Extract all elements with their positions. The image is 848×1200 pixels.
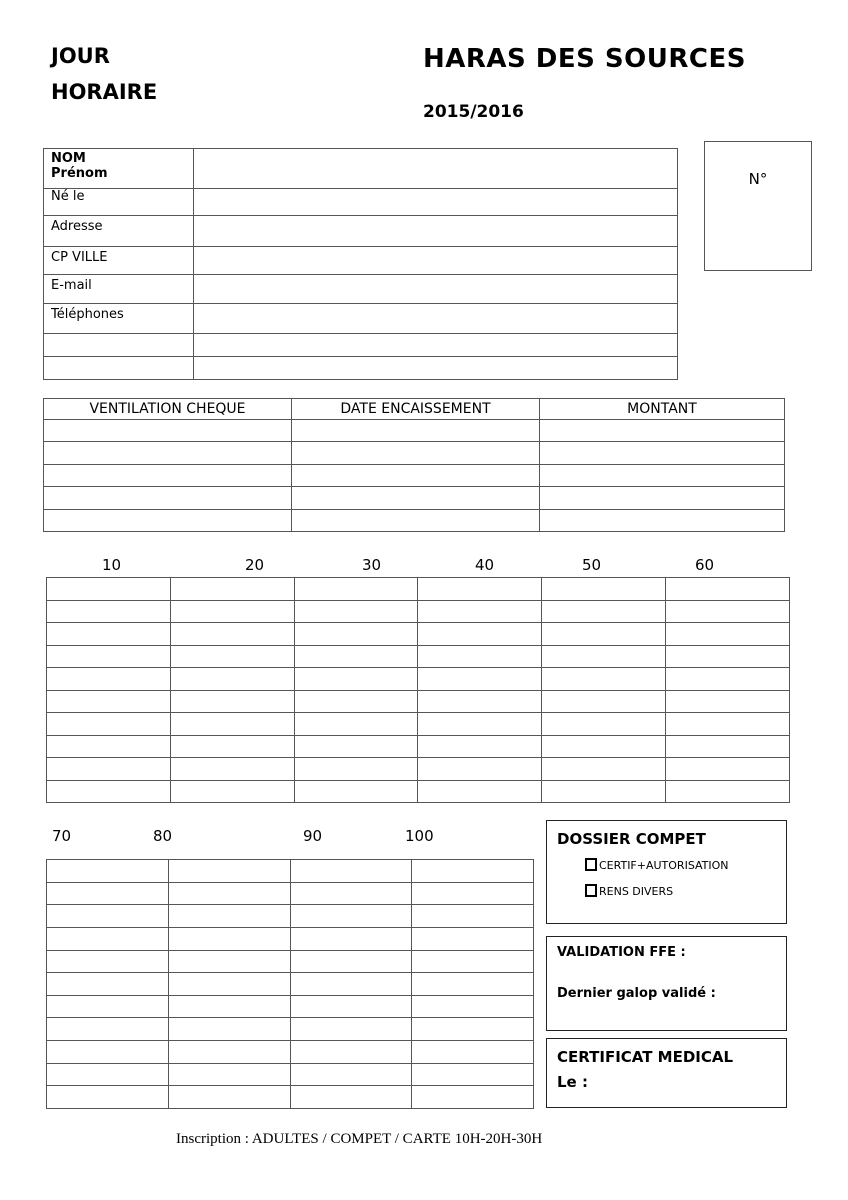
table-cell[interactable]: [292, 510, 540, 532]
table-cell[interactable]: [168, 927, 290, 950]
column-number: 30: [362, 556, 382, 574]
table-cell[interactable]: [47, 645, 171, 668]
page-title: HARAS DES SOURCES: [423, 44, 746, 74]
table-cell[interactable]: [666, 623, 790, 646]
table-row: [44, 487, 785, 510]
table-cell[interactable]: [418, 780, 542, 803]
day-label: JOUR: [51, 44, 110, 68]
table-cell[interactable]: [418, 690, 542, 713]
table-cell[interactable]: [542, 758, 666, 781]
table-cell[interactable]: [412, 927, 534, 950]
table-cell[interactable]: [290, 995, 412, 1018]
table-cell[interactable]: [412, 1063, 534, 1086]
table-cell[interactable]: [47, 882, 169, 905]
payments-table: [43, 398, 785, 532]
table-cell[interactable]: [666, 645, 790, 668]
table-cell[interactable]: [47, 1018, 169, 1041]
table-cell[interactable]: [47, 927, 169, 950]
table-cell[interactable]: [292, 442, 540, 465]
column-header: DATE ENCAISSEMENT: [292, 399, 540, 420]
dossier-compet-box: [546, 820, 787, 924]
table-row: [47, 882, 534, 905]
column-header: MONTANT: [540, 399, 785, 420]
table-cell[interactable]: [666, 690, 790, 713]
table-cell[interactable]: [294, 690, 418, 713]
table-cell[interactable]: [412, 1041, 534, 1064]
identity-row: [44, 275, 678, 304]
table-cell[interactable]: [666, 668, 790, 691]
table-cell[interactable]: [44, 442, 292, 465]
table-cell[interactable]: [418, 735, 542, 758]
table-row: [47, 645, 790, 668]
phones-label: Téléphones: [44, 304, 194, 334]
table-cell[interactable]: [47, 690, 171, 713]
table-cell[interactable]: [292, 487, 540, 510]
table-cell[interactable]: [412, 1086, 534, 1109]
table-cell[interactable]: [666, 578, 790, 601]
table-cell[interactable]: [47, 735, 171, 758]
table-cell[interactable]: [418, 578, 542, 601]
table-cell[interactable]: [170, 735, 294, 758]
table-cell[interactable]: [294, 758, 418, 781]
column-number: 100: [405, 827, 434, 845]
table-cell[interactable]: [168, 1063, 290, 1086]
table-cell[interactable]: [47, 578, 171, 601]
table-cell[interactable]: [540, 420, 785, 442]
table-row: [44, 465, 785, 487]
table-cell[interactable]: [418, 600, 542, 623]
table-cell[interactable]: [47, 973, 169, 996]
table-row: [47, 995, 534, 1018]
table-row: [47, 780, 790, 803]
table-cell[interactable]: [412, 1018, 534, 1041]
checkbox-label: CERTIF+AUTORISATION: [599, 859, 729, 872]
name-field[interactable]: [194, 149, 678, 189]
identity-row: [44, 216, 678, 247]
table-cell[interactable]: [412, 995, 534, 1018]
identity-row: [44, 334, 678, 357]
time-label: HORAIRE: [51, 80, 158, 104]
table-cell[interactable]: [542, 735, 666, 758]
phones-field[interactable]: [194, 304, 678, 334]
table-cell[interactable]: [290, 1018, 412, 1041]
table-cell[interactable]: [412, 905, 534, 928]
checkbox-item[interactable]: [585, 858, 729, 872]
table-cell[interactable]: [44, 420, 292, 442]
member-number-box[interactable]: [704, 141, 812, 271]
table-row: [47, 927, 534, 950]
table-cell[interactable]: [294, 713, 418, 736]
table-cell[interactable]: [294, 735, 418, 758]
birth-date-label: Né le: [44, 189, 194, 216]
table-cell[interactable]: [170, 780, 294, 803]
column-number: 90: [303, 827, 323, 845]
extra-field[interactable]: [194, 357, 678, 380]
address-field[interactable]: [194, 216, 678, 247]
table-row: [47, 713, 790, 736]
number-label: N°: [748, 170, 768, 188]
table-row: [47, 905, 534, 928]
table-cell[interactable]: [412, 882, 534, 905]
table-cell[interactable]: [168, 950, 290, 973]
certificat-date-label: Le :: [557, 1073, 588, 1091]
table-cell[interactable]: [168, 860, 290, 883]
table-cell[interactable]: [542, 600, 666, 623]
identity-row: [44, 304, 678, 334]
table-row: [44, 510, 785, 532]
table-cell[interactable]: [170, 713, 294, 736]
table-cell[interactable]: [540, 487, 785, 510]
identity-row-name: [44, 149, 678, 189]
table-cell[interactable]: [412, 860, 534, 883]
extra-label-cell: [44, 357, 194, 380]
column-number: 10: [102, 556, 122, 574]
table-row: [47, 623, 790, 646]
birth-date-field[interactable]: [194, 189, 678, 216]
table-cell[interactable]: [290, 905, 412, 928]
table-row: [47, 600, 790, 623]
table-cell[interactable]: [290, 973, 412, 996]
table-row: [47, 668, 790, 691]
table-cell[interactable]: [292, 420, 540, 442]
table-cell[interactable]: [666, 600, 790, 623]
column-number: 40: [475, 556, 495, 574]
table-cell[interactable]: [44, 465, 292, 487]
identity-row: [44, 357, 678, 380]
certificat-title: CERTIFICAT MEDICAL: [557, 1048, 734, 1066]
lesson-grid-2: [46, 859, 534, 1109]
validation-title: VALIDATION FFE :: [557, 945, 686, 960]
table-cell[interactable]: [294, 645, 418, 668]
certificat-medical-box: [546, 1038, 787, 1108]
table-cell[interactable]: [290, 1086, 412, 1109]
table-cell[interactable]: [168, 1086, 290, 1109]
table-cell[interactable]: [666, 780, 790, 803]
prenom-label: Prénom: [51, 166, 108, 181]
extra-label-cell: [44, 334, 194, 357]
table-cell[interactable]: [170, 668, 294, 691]
table-cell[interactable]: [542, 690, 666, 713]
identity-table: [43, 148, 678, 380]
table-cell[interactable]: [290, 950, 412, 973]
table-row: [44, 442, 785, 465]
table-cell[interactable]: [47, 1063, 169, 1086]
cp-city-field[interactable]: [194, 247, 678, 275]
table-cell[interactable]: [292, 465, 540, 487]
table-cell[interactable]: [170, 578, 294, 601]
table-cell[interactable]: [47, 668, 171, 691]
address-label: Adresse: [44, 216, 194, 247]
table-row: [47, 973, 534, 996]
table-cell[interactable]: [168, 995, 290, 1018]
table-cell[interactable]: [418, 758, 542, 781]
extra-field[interactable]: [194, 334, 678, 357]
table-cell[interactable]: [542, 668, 666, 691]
table-cell[interactable]: [294, 780, 418, 803]
column-number: 20: [245, 556, 265, 574]
table-cell[interactable]: [542, 780, 666, 803]
table-cell[interactable]: [170, 690, 294, 713]
table-cell[interactable]: [47, 905, 169, 928]
table-cell[interactable]: [47, 1086, 169, 1109]
table-cell[interactable]: [47, 623, 171, 646]
table-cell[interactable]: [540, 510, 785, 532]
table-cell[interactable]: [47, 600, 171, 623]
column-number: 50: [582, 556, 602, 574]
table-cell[interactable]: [47, 995, 169, 1018]
table-cell[interactable]: [418, 668, 542, 691]
table-cell[interactable]: [47, 713, 171, 736]
table-cell[interactable]: [47, 758, 171, 781]
table-cell[interactable]: [542, 623, 666, 646]
lesson-grid-1: [46, 577, 790, 803]
checkbox-item[interactable]: [585, 884, 673, 898]
table-cell[interactable]: [168, 882, 290, 905]
checkbox-label: RENS DIVERS: [599, 885, 674, 898]
table-row: [47, 758, 790, 781]
footer-note: Inscription : ADULTES / COMPET / CARTE 10H-20H-30H: [176, 1131, 543, 1147]
table-cell[interactable]: [168, 1018, 290, 1041]
column-header: VENTILATION CHEQUE: [44, 399, 292, 420]
table-row: [47, 1086, 534, 1109]
payments-header: [44, 399, 785, 420]
table-row: [47, 1063, 534, 1086]
checkbox-icon[interactable]: [585, 858, 597, 871]
table-cell[interactable]: [47, 780, 171, 803]
table-cell[interactable]: [294, 623, 418, 646]
table-row: [47, 735, 790, 758]
table-cell[interactable]: [542, 645, 666, 668]
identity-row: [44, 189, 678, 216]
table-cell[interactable]: [290, 1063, 412, 1086]
table-cell[interactable]: [666, 735, 790, 758]
table-row: [47, 1018, 534, 1041]
table-cell[interactable]: [47, 860, 169, 883]
email-label: E-mail: [44, 275, 194, 304]
table-cell[interactable]: [542, 578, 666, 601]
table-cell[interactable]: [47, 950, 169, 973]
table-cell[interactable]: [290, 927, 412, 950]
table-cell[interactable]: [666, 758, 790, 781]
column-number: 60: [695, 556, 715, 574]
table-cell[interactable]: [666, 713, 790, 736]
table-cell[interactable]: [542, 713, 666, 736]
email-field[interactable]: [194, 275, 678, 304]
table-cell[interactable]: [294, 600, 418, 623]
table-cell[interactable]: [168, 905, 290, 928]
table-cell[interactable]: [294, 668, 418, 691]
table-row: [47, 950, 534, 973]
table-cell[interactable]: [412, 950, 534, 973]
table-cell[interactable]: [290, 882, 412, 905]
table-cell[interactable]: [418, 623, 542, 646]
table-cell[interactable]: [418, 713, 542, 736]
dossier-title: DOSSIER COMPET: [557, 830, 706, 848]
table-row: [44, 420, 785, 442]
table-cell[interactable]: [168, 973, 290, 996]
table-cell[interactable]: [290, 1041, 412, 1064]
nom-label: NOM: [51, 151, 86, 166]
table-row: [47, 860, 534, 883]
cp-city-label: CP VILLE: [44, 247, 194, 275]
identity-label-cell: [44, 149, 194, 189]
table-cell[interactable]: [170, 600, 294, 623]
table-cell[interactable]: [44, 510, 292, 532]
table-cell[interactable]: [412, 973, 534, 996]
table-cell[interactable]: [540, 465, 785, 487]
table-cell[interactable]: [170, 623, 294, 646]
table-cell[interactable]: [418, 645, 542, 668]
column-number: 70: [52, 827, 72, 845]
validation-ffe-box: [546, 936, 787, 1031]
table-cell[interactable]: [44, 487, 292, 510]
identity-row: [44, 247, 678, 275]
table-cell[interactable]: [170, 758, 294, 781]
table-cell[interactable]: [290, 860, 412, 883]
table-cell[interactable]: [170, 645, 294, 668]
table-cell[interactable]: [294, 578, 418, 601]
table-cell[interactable]: [47, 1041, 169, 1064]
table-row: [47, 578, 790, 601]
table-cell[interactable]: [168, 1041, 290, 1064]
column-number: 80: [153, 827, 173, 845]
galop-label: Dernier galop validé :: [557, 986, 716, 1001]
table-row: [47, 690, 790, 713]
table-cell[interactable]: [540, 442, 785, 465]
checkbox-icon[interactable]: [585, 884, 597, 897]
table-row: [47, 1041, 534, 1064]
season-label: 2015/2016: [423, 102, 524, 122]
